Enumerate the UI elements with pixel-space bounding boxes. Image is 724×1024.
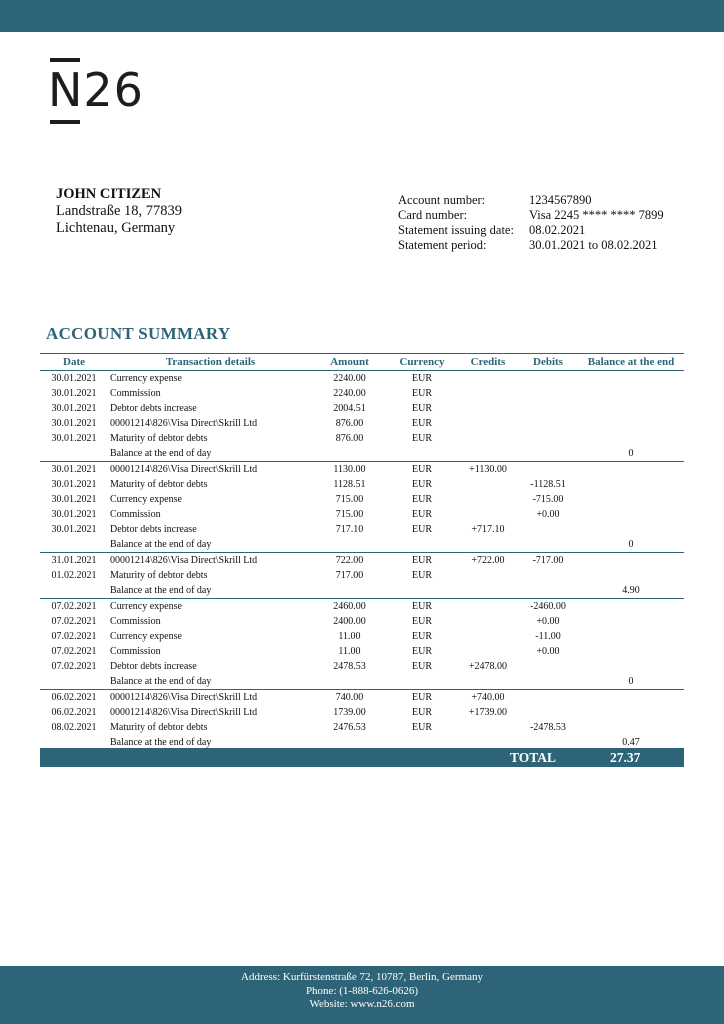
table-row (40, 371, 684, 387)
issuing-date-row (398, 223, 664, 238)
row-credits (458, 477, 518, 492)
row-date: 31.01.2021 (51, 555, 97, 566)
row-balance (578, 599, 684, 615)
row-credits: +740.00 (471, 692, 505, 703)
row-balance (578, 401, 684, 416)
row-debits (518, 674, 578, 690)
row-credits (458, 568, 518, 583)
row-credits (458, 431, 518, 446)
row-credits (458, 492, 518, 507)
account-number-row (398, 193, 664, 208)
table-row (40, 659, 684, 674)
row-details: 00001214\826\Visa Direct\Skrill Ltd (110, 418, 258, 429)
row-date: 08.02.2021 (51, 722, 97, 733)
row-details: Currency expense (110, 601, 182, 612)
row-currency: EUR (412, 616, 432, 627)
row-balance (578, 690, 684, 706)
balance-row (40, 583, 684, 599)
row-date: 30.01.2021 (51, 494, 97, 505)
row-debits (518, 386, 578, 401)
row-balance (578, 431, 684, 446)
row-details: 00001214\826\Visa Direct\Skrill Ltd (110, 464, 258, 475)
table-row (40, 462, 684, 478)
table-row (40, 507, 684, 522)
row-debits: -1128.51 (530, 479, 566, 490)
row-date: 07.02.2021 (51, 616, 97, 627)
row-credits: +722.00 (471, 555, 505, 566)
row-date: 06.02.2021 (51, 707, 97, 718)
row-credits (458, 416, 518, 431)
card-number-label: Card number: (398, 208, 468, 222)
col-amount-header: Amount (313, 354, 386, 371)
statement-period-label: Statement period: (398, 238, 487, 252)
row-currency: EUR (412, 722, 432, 733)
row-debits (518, 537, 578, 553)
row-credits (458, 507, 518, 522)
customer-name: JOHN CITIZEN (56, 186, 162, 202)
row-balance (578, 371, 684, 387)
row-details: Maturity of debtor debts (110, 570, 208, 581)
row-balance (578, 629, 684, 644)
row-currency: EUR (412, 388, 432, 399)
row-balance (578, 492, 684, 507)
row-details: Debtor debts increase (110, 403, 197, 414)
row-balance (578, 507, 684, 522)
row-date: 30.01.2021 (51, 509, 97, 520)
row-debits: -717.00 (532, 555, 564, 566)
row-date: 30.01.2021 (51, 479, 97, 490)
row-debits (518, 371, 578, 387)
table-row (40, 614, 684, 629)
row-credits: +717.10 (471, 524, 505, 535)
row-date: 30.01.2021 (51, 373, 97, 384)
table-row (40, 492, 684, 507)
row-debits (518, 446, 578, 462)
row-debits (518, 568, 578, 583)
row-amount (313, 537, 386, 553)
table-row (40, 401, 684, 416)
row-details: Debtor debts increase (110, 661, 197, 672)
row-balance: 0 (578, 446, 684, 462)
row-currency (386, 537, 458, 553)
row-currency (386, 583, 458, 599)
row-currency: EUR (412, 494, 432, 505)
row-balance (578, 416, 684, 431)
total-value: 27.37 (610, 750, 641, 765)
row-credits (458, 371, 518, 387)
table-row (40, 477, 684, 492)
table-header-row (40, 354, 684, 371)
transactions-body (40, 371, 684, 751)
n26-logo (50, 58, 150, 128)
row-date: 30.01.2021 (51, 388, 97, 399)
row-debits (518, 583, 578, 599)
row-currency: EUR (412, 418, 432, 429)
table-row (40, 599, 684, 615)
row-balance (578, 522, 684, 537)
row-details: Currency expense (110, 373, 182, 384)
row-debits: -2478.53 (530, 722, 566, 733)
row-date: 30.01.2021 (51, 418, 97, 429)
row-details: Commission (110, 616, 161, 627)
row-details: Balance at the end of day (108, 446, 313, 462)
row-amount: 2400.00 (333, 616, 366, 627)
row-balance (578, 386, 684, 401)
total-bar (40, 748, 684, 767)
row-date: 06.02.2021 (51, 692, 97, 703)
row-debits: -2460.00 (530, 601, 566, 612)
row-details: Commission (110, 509, 161, 520)
col-date-header: Date (40, 354, 108, 371)
row-currency (386, 446, 458, 462)
row-currency: EUR (412, 601, 432, 612)
row-amount: 11.00 (338, 646, 361, 657)
row-credits (458, 401, 518, 416)
row-amount: 2476.53 (333, 722, 366, 733)
row-credits: +1739.00 (468, 707, 508, 718)
row-debits (518, 522, 578, 537)
account-number-value: 1234567890 (529, 193, 592, 207)
row-amount: 2240.00 (333, 388, 366, 399)
row-amount: 2460.00 (333, 601, 366, 612)
row-currency: EUR (412, 479, 432, 490)
row-debits: +0.00 (536, 646, 560, 657)
customer-address-block (56, 186, 182, 237)
row-balance (578, 644, 684, 659)
row-balance (578, 614, 684, 629)
row-currency: EUR (412, 509, 432, 520)
logo-text: N26 (48, 63, 144, 117)
row-debits (518, 431, 578, 446)
balance-row (40, 537, 684, 553)
row-balance (578, 705, 684, 720)
row-currency: EUR (412, 646, 432, 657)
balance-row (40, 674, 684, 690)
table-row (40, 644, 684, 659)
row-credits (458, 537, 518, 553)
account-number-label: Account number: (398, 193, 486, 207)
row-debits (518, 416, 578, 431)
row-amount: 740.00 (335, 692, 364, 703)
table-row (40, 431, 684, 446)
row-details: Maturity of debtor debts (110, 433, 208, 444)
row-currency: EUR (412, 707, 432, 718)
row-amount (313, 674, 386, 690)
row-balance (578, 553, 684, 569)
row-date: 30.01.2021 (51, 464, 97, 475)
col-currency-header: Currency (386, 354, 458, 371)
row-balance (578, 462, 684, 478)
row-currency: EUR (412, 524, 432, 535)
statement-period-row (398, 238, 664, 253)
card-number-value: Visa 2245 **** **** 7899 (529, 208, 664, 222)
row-date (40, 674, 108, 690)
row-credits: +2478.00 (468, 661, 508, 672)
row-date: 07.02.2021 (51, 601, 97, 612)
row-balance (578, 477, 684, 492)
row-debits (518, 705, 578, 720)
row-currency: EUR (412, 661, 432, 672)
table-row (40, 690, 684, 706)
table-row (40, 568, 684, 583)
transactions-table (40, 353, 684, 750)
row-date (40, 537, 108, 553)
row-details: Debtor debts increase (110, 524, 197, 535)
row-amount: 2478.53 (333, 661, 366, 672)
account-summary-title: ACCOUNT SUMMARY (46, 324, 231, 343)
statement-period-value: 30.01.2021 to 08.02.2021 (529, 238, 658, 252)
row-amount: 717.10 (335, 524, 364, 535)
row-amount (313, 583, 386, 599)
row-date: 30.01.2021 (51, 433, 97, 444)
row-details: 00001214\826\Visa Direct\Skrill Ltd (110, 707, 258, 718)
row-date (40, 583, 108, 599)
row-credits (458, 446, 518, 462)
row-credits (458, 583, 518, 599)
row-balance: 0.47 (622, 737, 640, 748)
row-credits (458, 644, 518, 659)
row-debits (518, 401, 578, 416)
row-credits: +1130.00 (469, 464, 507, 475)
row-date: 07.02.2021 (51, 661, 97, 672)
row-amount: 1130.00 (333, 464, 366, 475)
row-date: 30.01.2021 (51, 403, 97, 414)
row-balance: 4.90 (578, 583, 684, 599)
row-details: Balance at the end of day (110, 737, 212, 748)
row-currency: EUR (412, 373, 432, 384)
col-debits-header: Debits (518, 354, 578, 371)
row-date: 01.02.2021 (51, 570, 97, 581)
row-amount: 876.00 (335, 433, 364, 444)
footer (0, 966, 724, 1024)
row-currency: EUR (412, 692, 432, 703)
total-label: TOTAL (510, 750, 557, 765)
row-debits: -11.00 (535, 631, 561, 642)
row-date (40, 446, 108, 462)
row-credits (458, 629, 518, 644)
row-balance (578, 720, 684, 735)
issuing-date-value: 08.02.2021 (529, 223, 586, 237)
row-credits (458, 614, 518, 629)
footer-address: Address: Kurfürstenstraße 72, 10787, Berlin, Germany (241, 971, 483, 983)
row-balance: 0 (578, 674, 684, 690)
row-date: 07.02.2021 (51, 646, 97, 657)
row-debits (518, 462, 578, 478)
row-credits (458, 386, 518, 401)
account-info-block (398, 193, 664, 253)
row-currency (386, 674, 458, 690)
row-amount (313, 446, 386, 462)
table-row (40, 705, 684, 720)
row-amount: 2004.51 (333, 403, 366, 414)
header-bar (0, 0, 724, 32)
row-details: Balance at the end of day (108, 537, 313, 553)
row-details: Currency expense (110, 494, 182, 505)
row-details: Currency expense (110, 631, 182, 642)
row-balance (578, 659, 684, 674)
table-row (40, 720, 684, 735)
row-details: Commission (110, 388, 161, 399)
col-credits-header: Credits (458, 354, 518, 371)
row-date: 30.01.2021 (51, 524, 97, 535)
balance-row (40, 446, 684, 462)
row-currency: EUR (412, 570, 432, 581)
row-details: 00001214\826\Visa Direct\Skrill Ltd (110, 692, 258, 703)
col-balance-header: Balance at the end (578, 354, 684, 371)
footer-phone: Phone: (1-888-626-0626) (305, 984, 419, 997)
row-debits: +0.00 (536, 509, 560, 520)
row-currency: EUR (412, 555, 432, 566)
row-amount: 715.00 (335, 509, 364, 520)
row-amount: 1128.51 (333, 479, 366, 490)
row-currency: EUR (412, 403, 432, 414)
customer-address-line2: Lichtenau, Germany (56, 220, 176, 236)
row-details: Maturity of debtor debts (110, 479, 208, 490)
row-debits (518, 659, 578, 674)
row-details: 00001214\826\Visa Direct\Skrill Ltd (110, 555, 258, 566)
row-amount: 11.00 (338, 631, 361, 642)
row-balance: 0 (578, 537, 684, 553)
table-row (40, 416, 684, 431)
card-number-row (398, 208, 664, 223)
row-amount: 1739.00 (333, 707, 366, 718)
row-debits: +0.00 (536, 616, 560, 627)
table-row (40, 629, 684, 644)
row-amount: 876.00 (335, 418, 364, 429)
table-row (40, 553, 684, 569)
row-credits (458, 599, 518, 615)
row-details: Balance at the end of day (108, 583, 313, 599)
row-details: Maturity of debtor debts (110, 722, 208, 733)
logo-bottom-bar (50, 120, 80, 124)
row-debits: -715.00 (532, 494, 564, 505)
row-balance (578, 568, 684, 583)
row-details: Balance at the end of day (108, 674, 313, 690)
row-amount: 722.00 (335, 555, 364, 566)
issuing-date-label: Statement issuing date: (398, 223, 514, 237)
col-details-header: Transaction details (108, 354, 313, 371)
row-amount: 2240.00 (333, 373, 366, 384)
table-row (40, 522, 684, 537)
row-details: Commission (110, 646, 161, 657)
table-row (40, 386, 684, 401)
footer-website: Website: www.n26.com (309, 998, 415, 1010)
row-amount: 717.00 (335, 570, 364, 581)
customer-address-line1: Landstraße 18, 77839 (56, 203, 183, 219)
row-credits (458, 674, 518, 690)
row-currency: EUR (412, 631, 432, 642)
row-amount: 715.00 (335, 494, 364, 505)
row-currency: EUR (412, 464, 432, 475)
row-debits (518, 690, 578, 706)
row-date: 07.02.2021 (51, 631, 97, 642)
row-credits (458, 720, 518, 735)
row-currency: EUR (412, 433, 432, 444)
